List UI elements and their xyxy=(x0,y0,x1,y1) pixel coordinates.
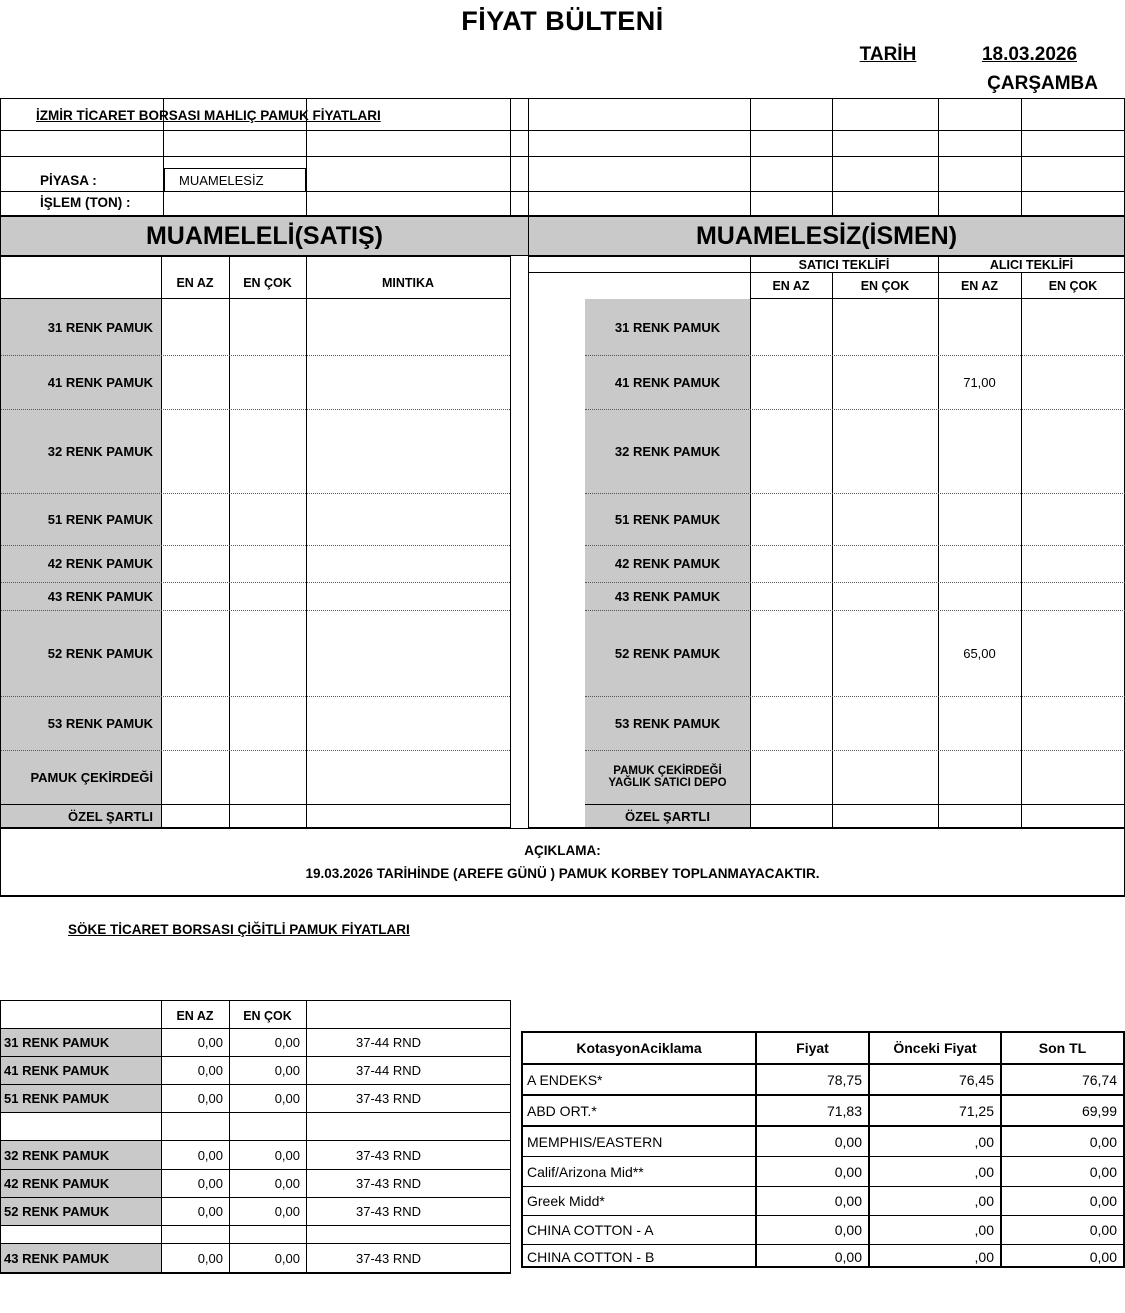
cell-left-8-en-az xyxy=(161,750,229,804)
cell-right-0-a-en-cok xyxy=(1021,299,1125,355)
row-label-left-9: ÖZEL ŞARTLI xyxy=(68,808,153,824)
cell-right-9-s-en-az xyxy=(750,804,832,828)
cell-soke-8-mintika: 37-43 RND xyxy=(356,1250,422,1266)
cell-right-2-s-en-cok xyxy=(832,409,938,493)
quotation-row-6-sontl: 0,00 xyxy=(1089,1249,1117,1265)
quotation-row-0-onceki: 76,45 xyxy=(958,1071,994,1088)
row-label-right-6: 52 RENK PAMUK xyxy=(614,645,721,661)
aciklama-text: 19.03.2026 TARİHİNDE (AREFE GÜNÜ ) PAMUK KORBEY TOPLANMAYACAKTIR. xyxy=(305,865,820,881)
row-label-left-1: 41 RENK PAMUK xyxy=(47,374,153,390)
cell-right-1-a-en-az: 71,00 xyxy=(963,374,996,390)
col-header-alici-en-az: EN AZ xyxy=(960,279,999,293)
cell-right-9-s-en-cok xyxy=(832,804,938,828)
cell-right-0-s-en-az xyxy=(750,299,832,355)
cell-right-2-a-en-cok xyxy=(1021,409,1125,493)
cell-left-4-en-az xyxy=(161,545,229,582)
row-label-left-6: 52 RENK PAMUK xyxy=(47,645,153,661)
cell-right-3-s-en-az xyxy=(750,493,832,545)
soke-exchange-title: SÖKE TİCARET BORSASI ÇİĞİTLİ PAMUK FİYATLARI xyxy=(68,921,410,937)
cell-soke-2-mintika: 37-43 RND xyxy=(356,1091,422,1106)
row-label-soke-2: 51 RENK PAMUK xyxy=(4,1091,110,1106)
cell-left-9-mintika xyxy=(306,804,510,828)
cell-right-6-a-en-az: 65,00 xyxy=(963,645,996,661)
cell-soke-3-mintika xyxy=(356,1113,506,1140)
cell-right-8-s-en-cok xyxy=(832,750,938,804)
quotation-row-4-onceki: ,00 xyxy=(974,1193,994,1209)
cell-right-4-a-en-cok xyxy=(1021,545,1125,582)
cell-soke-4-en-az: 0,00 xyxy=(197,1147,223,1163)
cell-left-5-en-az xyxy=(161,582,229,610)
cell-soke-5-mintika: 37-43 RND xyxy=(356,1176,422,1191)
cell-right-1-s-en-az xyxy=(750,355,832,409)
quotation-row-6-name: CHINA COTTON - B xyxy=(527,1249,655,1265)
page-title: FİYAT BÜLTENİ xyxy=(461,5,664,36)
cell-soke-5-en-az: 0,00 xyxy=(197,1176,223,1191)
cell-soke-1-en-az: 0,00 xyxy=(197,1063,223,1078)
row-label-right-5: 43 RENK PAMUK xyxy=(614,588,721,604)
cell-soke-1-en-cok: 0,00 xyxy=(274,1063,300,1078)
row-label-right-8-line1: PAMUK ÇEKİRDEĞİ xyxy=(613,765,722,777)
cell-left-5-mintika xyxy=(306,582,510,610)
col-header-en-cok-left: EN ÇOK xyxy=(243,276,292,290)
row-label-left-4: 42 RENK PAMUK xyxy=(47,556,153,571)
cell-left-7-mintika xyxy=(306,696,510,750)
cell-left-9-en-cok xyxy=(229,804,306,828)
cell-left-9-en-az xyxy=(161,804,229,828)
cell-right-4-s-en-cok xyxy=(832,545,938,582)
quotation-row-4-sontl: 0,00 xyxy=(1089,1193,1117,1209)
quotation-row-1-fiyat: 71,83 xyxy=(826,1102,862,1119)
cell-soke-1-mintika: 37-44 RND xyxy=(356,1063,422,1078)
row-label-left-5: 43 RENK PAMUK xyxy=(47,588,153,604)
cell-right-9-a-en-az xyxy=(938,804,1021,828)
quotation-row-2-onceki: ,00 xyxy=(974,1133,994,1150)
cell-soke-6-mintika: 37-43 RND xyxy=(356,1204,422,1219)
row-label-soke-6: 52 RENK PAMUK xyxy=(4,1204,110,1219)
cell-right-8-a-en-az xyxy=(938,750,1021,804)
quotation-row-2-sontl: 0,00 xyxy=(1089,1133,1117,1150)
row-label-right-1: 41 RENK PAMUK xyxy=(614,374,721,390)
quotation-row-2-name: MEMPHIS/EASTERN xyxy=(527,1133,663,1150)
cell-right-6-a-en-cok xyxy=(1021,610,1125,696)
cell-soke-8-en-az: 0,00 xyxy=(197,1250,223,1266)
quotation-row-5-onceki: ,00 xyxy=(974,1222,994,1238)
cell-right-1-s-en-cok xyxy=(832,355,938,409)
quotation-row-0-fiyat: 78,75 xyxy=(826,1071,862,1088)
row-label-soke-4: 32 RENK PAMUK xyxy=(4,1147,110,1163)
row-label-right-8-line2: YAĞLIK SATICI DEPO xyxy=(608,777,727,789)
group-header-alici: ALICI TEKLİFİ xyxy=(989,257,1074,272)
cell-right-3-s-en-cok xyxy=(832,493,938,545)
quotation-row-3-fiyat: 0,00 xyxy=(834,1163,862,1180)
col-header-en-az-left: EN AZ xyxy=(176,276,214,290)
quotation-row-3-onceki: ,00 xyxy=(974,1163,994,1180)
quotation-row-3-sontl: 0,00 xyxy=(1089,1163,1117,1180)
quotation-row-0-name: A ENDEKS* xyxy=(527,1071,603,1088)
col-header-mintika-left: MINTIKA xyxy=(381,276,435,290)
cell-left-7-en-az xyxy=(161,696,229,750)
quotation-row-1-sontl: 69,99 xyxy=(1081,1102,1117,1119)
row-label-right-2: 32 RENK PAMUK xyxy=(614,443,721,459)
izmir-exchange-title: İZMİR TİCARET BORSASI MAHLIÇ PAMUK FİYATLARI xyxy=(36,107,381,123)
row-label-right-4: 42 RENK PAMUK xyxy=(614,556,721,571)
cell-soke-2-en-cok: 0,00 xyxy=(274,1091,300,1106)
cell-left-2-mintika xyxy=(306,409,510,493)
date-label: TARİH xyxy=(859,44,917,65)
cell-soke-2-en-az: 0,00 xyxy=(197,1091,223,1106)
aciklama-title: AÇIKLAMA: xyxy=(524,842,601,858)
row-label-left-8: PAMUK ÇEKİRDEĞİ xyxy=(30,769,153,785)
cell-left-6-mintika xyxy=(306,610,510,696)
cell-right-4-s-en-az xyxy=(750,545,832,582)
cell-left-5-en-cok xyxy=(229,582,306,610)
cell-left-6-en-az xyxy=(161,610,229,696)
section-title-muamelesiz: MUAMELESİZ(İSMEN) xyxy=(528,216,1125,256)
cell-left-3-en-cok xyxy=(229,493,306,545)
col-header-satici-en-cok: EN ÇOK xyxy=(860,279,910,293)
quotation-row-6-fiyat: 0,00 xyxy=(834,1249,862,1265)
cell-soke-0-mintika: 37-44 RND xyxy=(356,1035,422,1050)
cell-right-2-s-en-az xyxy=(750,409,832,493)
cell-left-4-en-cok xyxy=(229,545,306,582)
cell-left-3-en-az xyxy=(161,493,229,545)
quotation-row-1-onceki: 71,25 xyxy=(958,1102,994,1119)
cell-soke-6-en-az: 0,00 xyxy=(197,1204,223,1219)
cell-right-2-a-en-az xyxy=(938,409,1021,493)
quotation-col-onceki: Önceki Fiyat xyxy=(893,1040,977,1056)
cell-soke-4-en-cok: 0,00 xyxy=(274,1147,300,1163)
cell-right-1-a-en-cok xyxy=(1021,355,1125,409)
cell-soke-0-en-cok: 0,00 xyxy=(274,1035,300,1050)
cell-right-8-s-en-az xyxy=(750,750,832,804)
cell-soke-5-en-cok: 0,00 xyxy=(274,1176,300,1191)
cell-left-7-en-cok xyxy=(229,696,306,750)
cell-right-3-a-en-cok xyxy=(1021,493,1125,545)
quotation-row-1-name: ABD ORT.* xyxy=(527,1102,597,1119)
cell-right-6-s-en-az xyxy=(750,610,832,696)
col-header-en-az-soke: EN AZ xyxy=(176,1009,214,1023)
quotation-row-5-name: CHINA COTTON - A xyxy=(527,1222,654,1238)
row-label-soke-5: 42 RENK PAMUK xyxy=(4,1176,110,1191)
cell-left-4-mintika xyxy=(306,545,510,582)
cell-right-7-a-en-cok xyxy=(1021,696,1125,750)
section-title-muameleli: MUAMELELİ(SATIŞ) xyxy=(0,216,529,256)
cell-left-1-mintika xyxy=(306,355,510,409)
weekday-value: ÇARŞAMBA xyxy=(987,73,1098,94)
quotation-row-5-fiyat: 0,00 xyxy=(834,1222,862,1238)
cell-left-0-en-cok xyxy=(229,299,306,355)
cell-left-1-en-cok xyxy=(229,355,306,409)
quotation-col-name: KotasyonAciklama xyxy=(576,1040,702,1056)
cell-left-0-en-az xyxy=(161,299,229,355)
cell-soke-6-en-cok: 0,00 xyxy=(274,1204,300,1219)
cell-right-5-a-en-cok xyxy=(1021,582,1125,610)
row-label-soke-1: 41 RENK PAMUK xyxy=(4,1063,110,1078)
cell-right-9-a-en-cok xyxy=(1021,804,1125,828)
cell-right-8-a-en-cok xyxy=(1021,750,1125,804)
row-label-left-0: 31 RENK PAMUK xyxy=(47,319,153,335)
cell-soke-3-en-cok xyxy=(229,1113,300,1140)
cell-soke-0-en-az: 0,00 xyxy=(197,1035,223,1050)
market-value: MUAMELESİZ xyxy=(164,168,306,192)
row-label-soke-0: 31 RENK PAMUK xyxy=(4,1035,110,1050)
market-label: PİYASA : xyxy=(40,172,97,188)
quotation-row-3-name: Calif/Arizona Mid** xyxy=(527,1163,644,1180)
cell-right-5-a-en-az xyxy=(938,582,1021,610)
quotation-row-5-sontl: 0,00 xyxy=(1089,1222,1117,1238)
row-label-right-0: 31 RENK PAMUK xyxy=(614,319,721,335)
cell-left-0-mintika xyxy=(306,299,510,355)
cell-right-6-s-en-cok xyxy=(832,610,938,696)
volume-label: İŞLEM (TON) : xyxy=(40,194,131,210)
quotation-row-6-onceki: ,00 xyxy=(974,1249,994,1265)
row-label-right-7: 53 RENK PAMUK xyxy=(614,715,721,731)
quotation-col-sontl: Son TL xyxy=(1038,1040,1087,1056)
volume-value xyxy=(164,192,306,214)
cell-right-7-a-en-az xyxy=(938,696,1021,750)
cell-right-0-a-en-az xyxy=(938,299,1021,355)
row-label-right-8 xyxy=(585,750,750,804)
quotation-row-4-name: Greek Midd* xyxy=(527,1193,605,1209)
cell-left-2-en-cok xyxy=(229,409,306,493)
cell-right-0-s-en-cok xyxy=(832,299,938,355)
col-header-alici-en-cok: EN ÇOK xyxy=(1048,279,1098,293)
cell-right-4-a-en-az xyxy=(938,545,1021,582)
group-header-satici: SATICI TEKLİFİ xyxy=(798,257,890,272)
cell-left-1-en-az xyxy=(161,355,229,409)
cell-right-3-a-en-az xyxy=(938,493,1021,545)
row-label-right-9: ÖZEL ŞARTLI xyxy=(625,808,710,824)
cell-soke-8-en-cok: 0,00 xyxy=(274,1250,300,1266)
quotation-col-fiyat: Fiyat xyxy=(796,1040,829,1056)
cell-left-2-en-az xyxy=(161,409,229,493)
row-label-left-2: 32 RENK PAMUK xyxy=(47,443,153,459)
quotation-row-4-fiyat: 0,00 xyxy=(834,1193,862,1209)
col-header-satici-en-az: EN AZ xyxy=(772,279,810,293)
cell-soke-3-en-az xyxy=(161,1113,223,1140)
cell-right-7-s-en-cok xyxy=(832,696,938,750)
cell-left-6-en-cok xyxy=(229,610,306,696)
cell-right-5-s-en-cok xyxy=(832,582,938,610)
cell-soke-4-mintika: 37-43 RND xyxy=(356,1147,422,1163)
quotation-row-0-sontl: 76,74 xyxy=(1081,1071,1117,1088)
cell-right-7-s-en-az xyxy=(750,696,832,750)
row-label-soke-8: 43 RENK PAMUK xyxy=(4,1250,110,1266)
date-value: 18.03.2026 xyxy=(981,44,1078,65)
row-label-left-7: 53 RENK PAMUK xyxy=(47,715,153,731)
cell-left-8-mintika xyxy=(306,750,510,804)
col-header-en-cok-soke: EN ÇOK xyxy=(243,1009,292,1023)
row-label-right-3: 51 RENK PAMUK xyxy=(614,511,721,527)
cell-right-5-s-en-az xyxy=(750,582,832,610)
row-label-soke-3 xyxy=(4,1113,161,1140)
row-label-left-3: 51 RENK PAMUK xyxy=(47,511,153,527)
cell-left-8-en-cok xyxy=(229,750,306,804)
quotation-row-2-fiyat: 0,00 xyxy=(834,1133,862,1150)
cell-left-3-mintika xyxy=(306,493,510,545)
